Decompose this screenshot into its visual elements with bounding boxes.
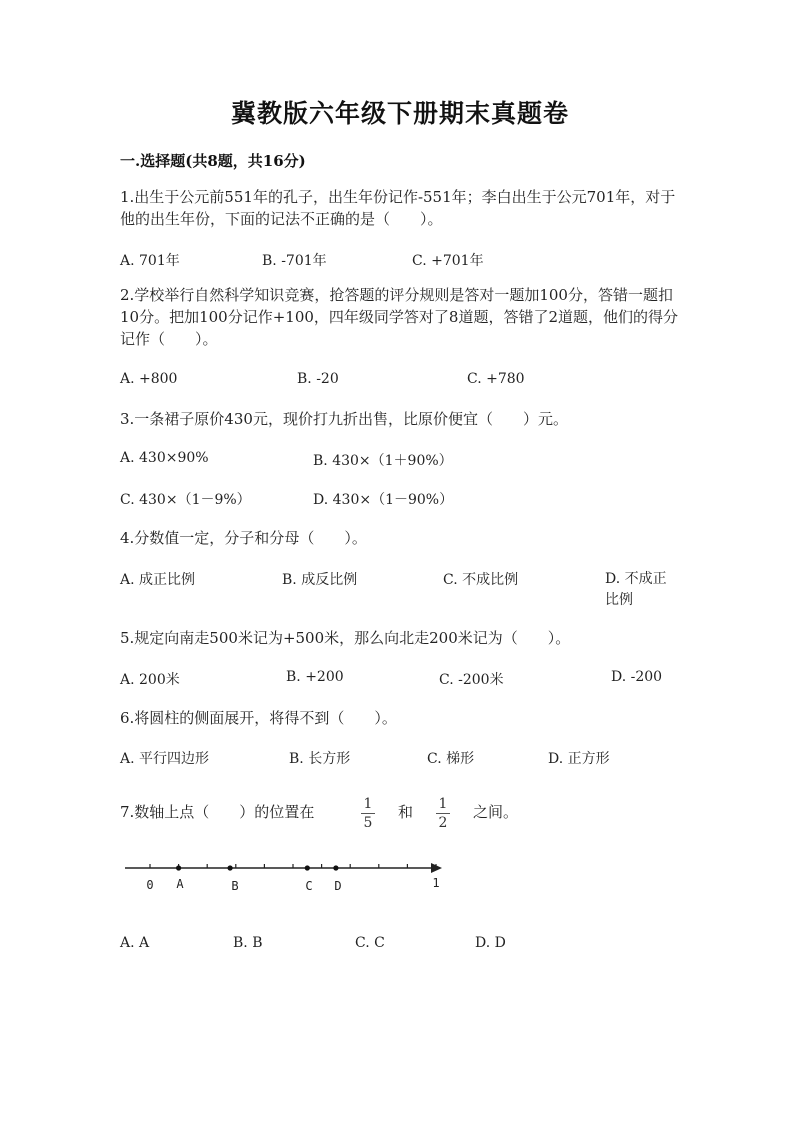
q6-option-a[interactable]: A. 平行四边形	[120, 751, 210, 767]
q2-option-c[interactable]: C. +780	[467, 371, 525, 387]
q6-option-c[interactable]: C. 梯形	[427, 751, 475, 767]
label-one: 1	[432, 876, 440, 890]
section-heading: 一.选择题(共8题，共16分)	[120, 152, 306, 170]
q5-option-b[interactable]: B. +200	[286, 669, 344, 685]
question-7-stem: 7.数轴上点（ ）的位置在	[120, 803, 315, 821]
q7-option-d[interactable]: D. D	[475, 935, 506, 951]
number-line-point-b	[227, 865, 232, 870]
question-7-and: 和	[398, 803, 414, 821]
q7-option-c[interactable]: C. C	[355, 935, 385, 951]
number-line-point-a	[176, 865, 181, 870]
number-line-point-d	[333, 865, 338, 870]
label-b: B	[231, 879, 239, 893]
q7-option-b[interactable]: B. B	[233, 935, 263, 951]
q5-option-a[interactable]: A. 200米	[120, 672, 180, 688]
question-7-tail: 之间。	[473, 803, 519, 821]
number-line-point-c	[305, 865, 310, 870]
question-2-stem: 2.学校举行自然科学知识竞赛，抢答题的评分规则是答对一题加100分，答错一题扣10分。把加100分记作+100，四年级同学答对了8道题，答错了2道题，他们的得分记作（ ）。	[120, 286, 679, 348]
q6-option-d[interactable]: D. 正方形	[548, 751, 610, 767]
q5-option-c[interactable]: C. -200米	[439, 672, 504, 688]
q4-option-c[interactable]: C. 不成比例	[443, 572, 519, 588]
q4-option-d[interactable]: D. 不成正比例	[605, 571, 667, 608]
label-a: A	[176, 877, 184, 891]
fraction-2-numerator: 1	[438, 796, 448, 812]
q2-option-b[interactable]: B. -20	[297, 371, 339, 387]
q2-option-a[interactable]: A. +800	[120, 371, 178, 387]
q1-option-c[interactable]: C. +701年	[412, 253, 484, 269]
q3-option-a[interactable]: A. 430×90%	[120, 450, 209, 466]
q1-option-a[interactable]: A. 701年	[120, 253, 180, 269]
fraction-1-numerator: 1	[363, 796, 373, 812]
fraction-1-denominator: 5	[363, 815, 373, 831]
q5-option-d[interactable]: D. -200	[611, 669, 663, 685]
fraction-one-half	[433, 795, 453, 832]
question-3-stem: 3.一条裙子原价430元，现价打九折出售，比原价便宜（ ）元。	[120, 410, 568, 428]
question-1-stem: 1.出生于公元前551年的孔子，出生年份记作-551年；李白出生于公元701年，对于他的出生年份，下面的记法不正确的是（ ）。	[120, 188, 676, 228]
q3-option-c[interactable]: C. 430×（1－9%）	[120, 492, 251, 508]
label-c: C	[305, 879, 313, 893]
q3-option-d[interactable]: D. 430×（1－90%）	[313, 492, 454, 508]
q6-option-b[interactable]: B. 长方形	[289, 751, 351, 767]
label-d: D	[334, 879, 342, 893]
q1-option-b[interactable]: B. -701年	[262, 253, 327, 269]
question-6-stem: 6.将圆柱的侧面展开，将得不到（ ）。	[120, 709, 397, 727]
question-5-stem: 5.规定向南走500米记为+500米，那么向北走200米记为（ ）。	[120, 629, 571, 647]
label-zero: 0	[146, 878, 154, 892]
page-title: 冀教版六年级下册期末真题卷	[230, 99, 569, 128]
q4-option-a[interactable]: A. 成正比例	[120, 572, 196, 588]
question-4-stem: 4.分数值一定，分子和分母（ ）。	[120, 529, 367, 547]
q3-option-b[interactable]: B. 430×（1＋90%）	[313, 453, 453, 469]
fraction-2-denominator: 2	[438, 815, 448, 831]
number-line	[120, 850, 460, 900]
fraction-one-fifth	[358, 795, 378, 832]
q4-option-b[interactable]: B. 成反比例	[282, 572, 358, 588]
q7-option-a[interactable]: A. A	[120, 935, 150, 951]
